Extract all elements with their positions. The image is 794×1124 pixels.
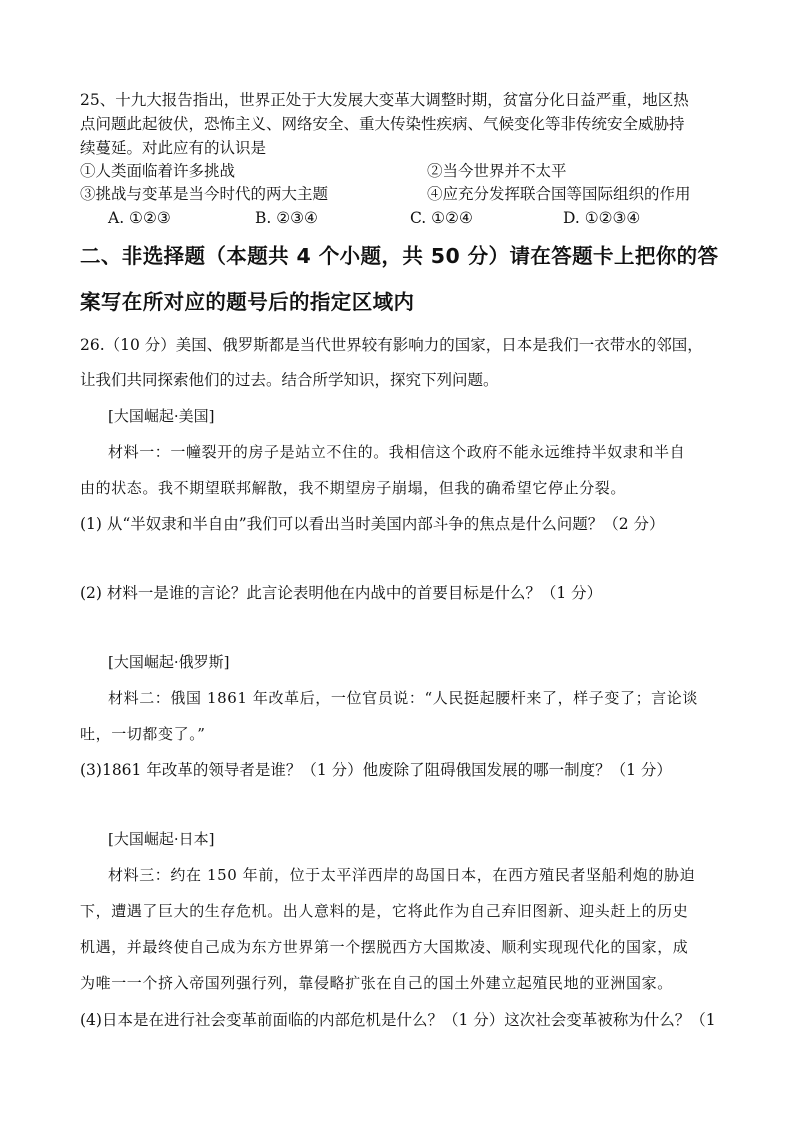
q26-intro-line-1: 26.（10 分）美国、俄罗斯都是当代世界较有影响力的国家，日本是我们一衣带水的邻国，: [80, 336, 703, 354]
question-3: (3)1861 年改革的领导者是谁？（1 分）他废除了阻碍俄国发展的哪一制度？（1 分）: [80, 761, 672, 779]
q25-option-c: C. ①②④: [410, 209, 473, 227]
material-one-line-1: 材料一：一幢裂开的房子是站立不住的。我相信这个政府不能永远维持半奴隶和半自: [108, 443, 686, 461]
material-three-line-2: 下，遭遇了巨大的生存危机。出人意料的是，它将此作为自己弃旧图新、迎头赶上的历史: [80, 902, 689, 920]
material-three-line-4: 为唯一一个挤入帝国列强行列，靠侵略扩张在自己的国土外建立起殖民地的亚洲国家。: [80, 974, 673, 992]
q26-intro-line-2: 让我们共同探索他们的过去。结合所学知识，探究下列问题。: [80, 371, 499, 389]
q25-option-a: A. ①②③: [108, 209, 171, 227]
q25-option-b: B. ②③④: [255, 209, 318, 227]
material-two-line-2: 吐，一切都变了。”: [80, 725, 206, 743]
material-three-line-3: 机遇，并最终使自己成为东方世界第一个摆脱西方大国欺凌、顺利实现现代化的国家，成: [80, 938, 689, 956]
q25-statement-2: ②当今世界并不太平: [427, 162, 567, 180]
q25-stem-line-3: 续蔓延。对此应有的认识是: [80, 139, 267, 157]
q25-stem-line-1: 25、十九大报告指出，世界正处于大发展大变革大调整时期，贫富分化日益严重，地区热: [80, 91, 689, 109]
material-three-line-1: 材料三：约在 150 年前，位于太平洋西岸的岛国日本，在西方殖民者坚船利炮的胁迫: [108, 866, 696, 884]
usa-tag: [大国崛起·美国]: [108, 407, 215, 425]
material-one-line-2: 由的状态。我不期望联邦解散，我不期望房子崩塌，但我的确希望它停止分裂。: [80, 479, 627, 497]
section2-heading-line-2: 案写在所对应的题号后的指定区域内: [80, 290, 415, 314]
q25-stem-line-2: 点问题此起彼伏，恐怖主义、网络安全、重大传染性疾病、气候变化等非传统安全威胁持: [80, 115, 685, 133]
q25-statement-1: ①人类面临着许多挑战: [80, 162, 236, 180]
question-1: (1) 从“半奴隶和半自由”我们可以看出当时美国内部斗争的焦点是什么问题？（2 分）: [80, 515, 665, 533]
japan-tag: [大国崛起·日本]: [108, 830, 215, 848]
russia-tag: [大国崛起·俄罗斯]: [108, 653, 230, 671]
q25-statement-3: ③挑战与变革是当今时代的两大主题: [80, 185, 329, 203]
q25-statement-4: ④应充分发挥联合国等国际组织的作用: [427, 185, 691, 203]
question-4: (4)日本是在进行社会变革前面临的内部危机是什么？（1 分）这次社会变革被称为什么？（1: [80, 1011, 716, 1029]
question-2: (2) 材料一是谁的言论？此言论表明他在内战中的首要目标是什么？（1 分）: [80, 584, 603, 602]
q25-option-d: D. ①②③④: [563, 209, 641, 227]
material-two-line-1: 材料二：俄国 1861 年改革后，一位官员说：“人民挺起腰杆来了，样子变了；言论谈: [108, 689, 698, 707]
section2-heading-line-1: 二、非选择题（本题共 4 个小题，共 50 分）请在答题卡上把你的答: [80, 244, 719, 268]
